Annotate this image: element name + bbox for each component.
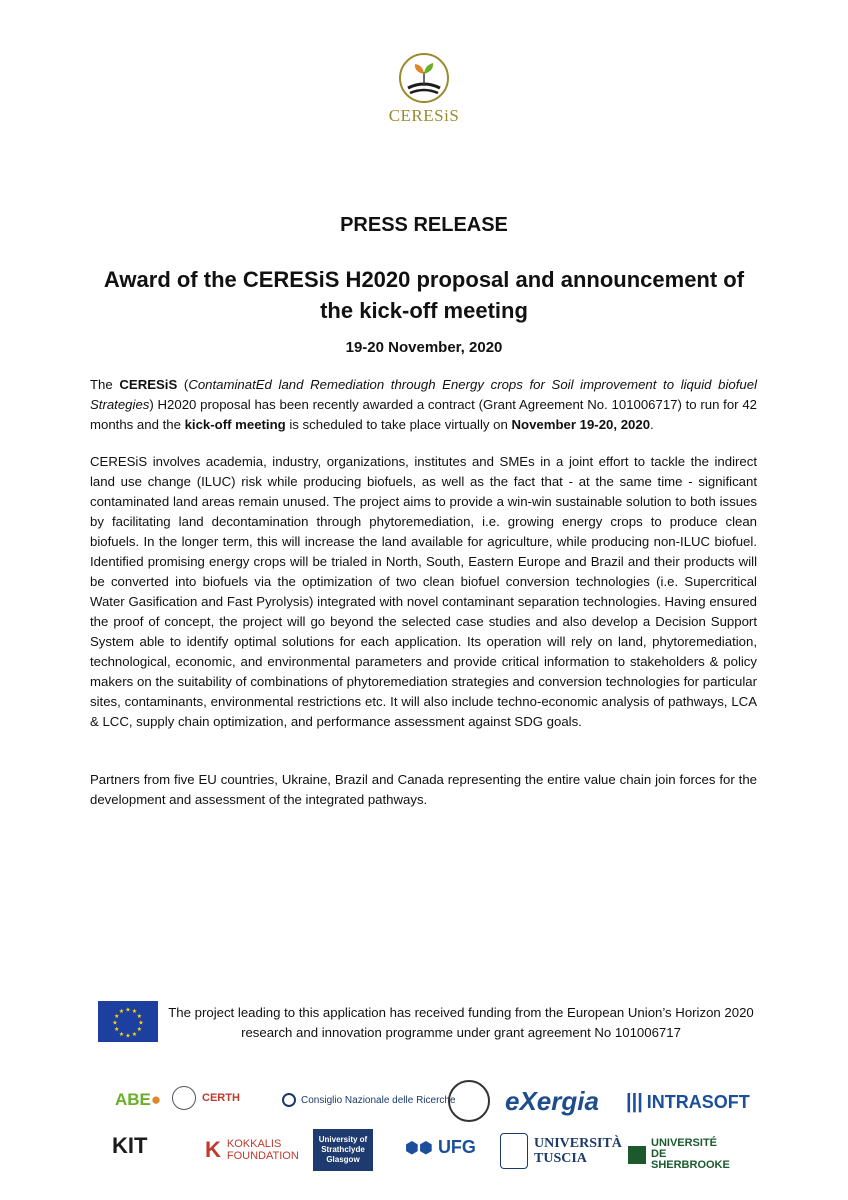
p1-text: . xyxy=(650,417,654,432)
eu-star: ★ xyxy=(138,1020,144,1027)
p1-text: ( xyxy=(177,377,189,392)
p1-text: ) H2020 proposal has been recently awarded a contract (Grant Agreement No. 101006717) to run for 42 months and the xyxy=(90,397,757,432)
eu-flag-icon xyxy=(98,1001,158,1042)
kickoff-label: kick-off meeting xyxy=(184,417,286,432)
partner-logo-exergia: eXergia xyxy=(505,1086,599,1116)
description-paragraph: CERESiS involves academia, industry, organizations, institutes and SMEs in a joint effort to tackle the indirect land use change (ILUC) risk while producing biofuels, as well as the fact that - at the same time - significant contaminated land areas remain unused. The project aims to provide a win-win sustainable solution to both issues by facilitating land decontamination through phytoremediation, i.e. growing energy crops to produce clean biofuels. In the longer term, this will increase the land available for agriculture, while producing non-ILUC biofuel. Identified promising energy crops will be trialed in North, South, Eastern Europe and Brazil and their products will be converted into biofuels via the optimization of two clean biofuel conversion technologies (i.e. Supercritical Water Gasification and Fast Pyrolysis) integrated with novel contaminant separation technologies. Having ensured the proof of concept, the project will go beyond the selected case studies and also develop a Decision Support System able to identify optimal solutions for each application. Its operation will rely on land, phytoremediation, technological, economic, and environmental parameters and provide critical information to stakeholders & policy makers on the suitability of combinations of phytoremediation strategies and conversion technologies for particular sites, contaminants, environmental restrictions etc. It will also include techno-economic analysis of pathways, LCA & LCC, supply chain optimization, and performance assessment against SDG goals. xyxy=(90,454,757,729)
eu-star: ★ xyxy=(114,1014,120,1020)
document-title: Award of the CERESiS H2020 proposal and announcement of the kick-off meeting xyxy=(103,267,745,323)
partner-logo-ufg xyxy=(405,1137,476,1158)
partner-name: UNIVERSITÀ TUSCIA xyxy=(534,1136,622,1166)
eu-star: ★ xyxy=(131,1009,138,1016)
partner-logo-kit: KIT xyxy=(112,1133,148,1158)
ceresis-logo xyxy=(384,52,464,126)
partner-logo-ntua-seal-icon xyxy=(448,1080,490,1122)
partner-logo-certh xyxy=(172,1086,240,1110)
ufg-hexagons-icon: ⬢⬢ xyxy=(405,1139,433,1157)
partners-paragraph: Partners from five EU countries, Ukraine, Brazil and Canada representing the entire value chain join forces for the development and assessment of the integrated pathways. xyxy=(90,772,757,807)
partner-name: INTRASOFT xyxy=(646,1092,750,1112)
eu-star: ★ xyxy=(131,1031,138,1038)
partner-logo-intrasoft xyxy=(626,1091,750,1114)
p1-text: is scheduled to take place virtually on xyxy=(285,417,512,432)
partner-logo-sherbrooke xyxy=(628,1138,731,1171)
sherbrooke-emblem-icon xyxy=(628,1146,646,1164)
partner-name: KOKKALIS FOUNDATION xyxy=(226,1138,299,1162)
eu-star: ★ xyxy=(125,1033,131,1040)
partner-name: Consiglio Nazionale delle Ricerche xyxy=(301,1094,456,1106)
partner-logo-tuscia xyxy=(500,1133,622,1169)
intrasoft-bars-icon: ||| xyxy=(626,1091,643,1113)
partner-logo-strathclyde: University of Strathclyde Glasgow xyxy=(313,1129,373,1171)
eu-star: ★ xyxy=(118,1031,125,1038)
tuscia-crest-icon xyxy=(500,1133,528,1169)
eu-star: ★ xyxy=(118,1009,125,1016)
partner-logo-abe: ABE ● xyxy=(115,1090,162,1109)
partner-name: UFG xyxy=(437,1137,476,1157)
certh-emblem-icon xyxy=(172,1086,196,1110)
project-name: CERESiS xyxy=(119,377,178,392)
funding-statement: The project leading to this application has received funding from the European Union’s Horizon 2020 research and innovation programme under grant agreement No 101006717 xyxy=(168,1005,754,1040)
partner-logo-cnr xyxy=(282,1093,456,1107)
kokkalis-k-icon: K xyxy=(205,1137,221,1162)
logo-wordmark: CERESiS xyxy=(388,106,460,125)
press-release-heading: PRESS RELEASE xyxy=(340,214,508,236)
eu-star: ★ xyxy=(125,1007,131,1014)
partner-name: UNIVERSITÉ DE SHERBROOKE xyxy=(651,1137,730,1171)
p1-text: The xyxy=(90,377,120,392)
eu-star: ★ xyxy=(136,1014,142,1020)
cnr-emblem-icon xyxy=(282,1093,296,1107)
partner-logo-kokkalis xyxy=(205,1137,297,1163)
meeting-date: November 19-20, 2020 xyxy=(511,417,651,432)
eu-star: ★ xyxy=(112,1020,118,1027)
eu-star: ★ xyxy=(136,1027,142,1033)
partner-name: CERTH xyxy=(202,1092,240,1104)
event-date: 19-20 November, 2020 xyxy=(345,339,503,356)
intro-paragraph xyxy=(90,375,757,435)
eu-star: ★ xyxy=(114,1027,120,1033)
partner-name: ABE xyxy=(115,1090,151,1109)
acronym-expansion: ContaminatEd land Remediation through Energy crops for Soil improvement to liquid biofuel Strategies xyxy=(90,377,757,412)
ceresis-emblem-icon xyxy=(398,52,450,104)
